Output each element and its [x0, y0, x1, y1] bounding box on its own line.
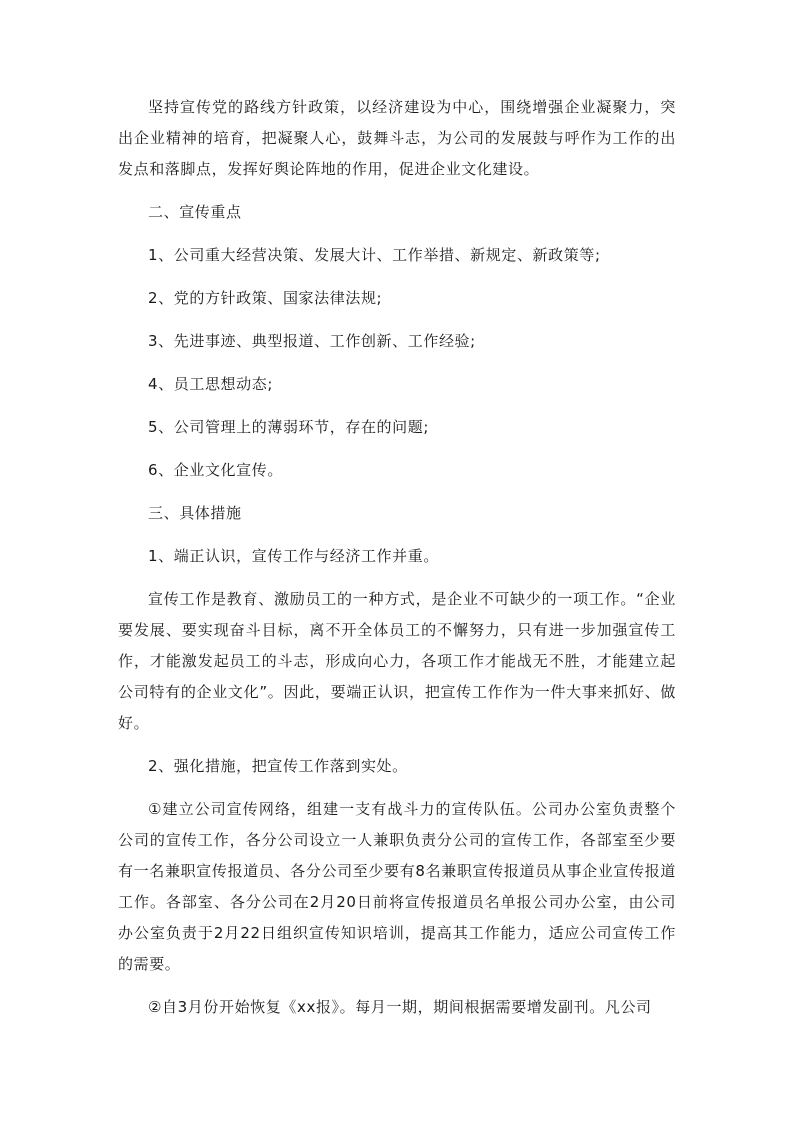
- intro-paragraph: 坚持宣传党的路线方针政策，以经济建设为中心，围绕增强企业凝聚力，突出企业精神的培育，把凝聚人心，鼓舞斗志，为公司的发展鼓与呼作为工作的出发点和落脚点，发挥好舆论阵地的作用，促进企业文化建设。: [118, 98, 676, 178]
- measure-heading-1: 1、端正认识，宣传工作与经济工作并重。: [148, 547, 439, 565]
- measure-heading-2: 2、强化措施，把宣传工作落到实处。: [148, 757, 408, 775]
- focus-item-5: 5、公司管理上的薄弱环节，存在的问题;: [148, 418, 429, 436]
- focus-item-2: 2、党的方针政策、国家法律法规;: [148, 289, 383, 307]
- focus-item-4: 4、员工思想动态;: [148, 375, 273, 393]
- focus-item-3: 3、先进事迹、典型报道、工作创新、工作经验;: [148, 332, 476, 350]
- measure-1-paragraph: 宣传工作是教育、激励员工的一种方式，是企业不可缺少的一项工作。“企业要发展、要实现奋斗目标，离不开全体员工的不懈努力，只有进一步加强宣传工作，才能激发起员工的斗志，形成向心力，各项工作才能战无不胜，才能建立起公司特有的企业文化”。因此，要端正认识，把宣传工作作为一件大事来抓好、做好。: [118, 590, 676, 732]
- section-heading-publicity-focus: 二、宣传重点: [148, 203, 242, 221]
- measure-2-item-1-paragraph: ①建立公司宣传网络，组建一支有战斗力的宣传队伍。公司办公室负责整个公司的宣传工作，各分公司设立一人兼职负责分公司的宣传工作，各部室至少要有一名兼职宣传报道员、各分公司至少要有8名兼职宣传报道员从事企业宣传报道工作。各部室、各分公司在2月20日前将宣传报道员名单报公司办公室，由公司办公室负责于2月22日组织宣传知识培训，提高其工作能力，适应公司宣传工作的需要。: [118, 800, 676, 973]
- measure-2-item-2-paragraph: ②自3月份开始恢复《xx报》。每月一期，期间根据需要增发副刊。凡公司: [148, 998, 652, 1016]
- section-heading-measures: 三、具体措施: [148, 504, 242, 522]
- document-body: [118, 92, 676, 1023]
- focus-item-6: 6、企业文化宣传。: [148, 461, 283, 479]
- focus-item-1: 1、公司重大经营决策、发展大计、工作举措、新规定、新政策等;: [148, 246, 601, 264]
